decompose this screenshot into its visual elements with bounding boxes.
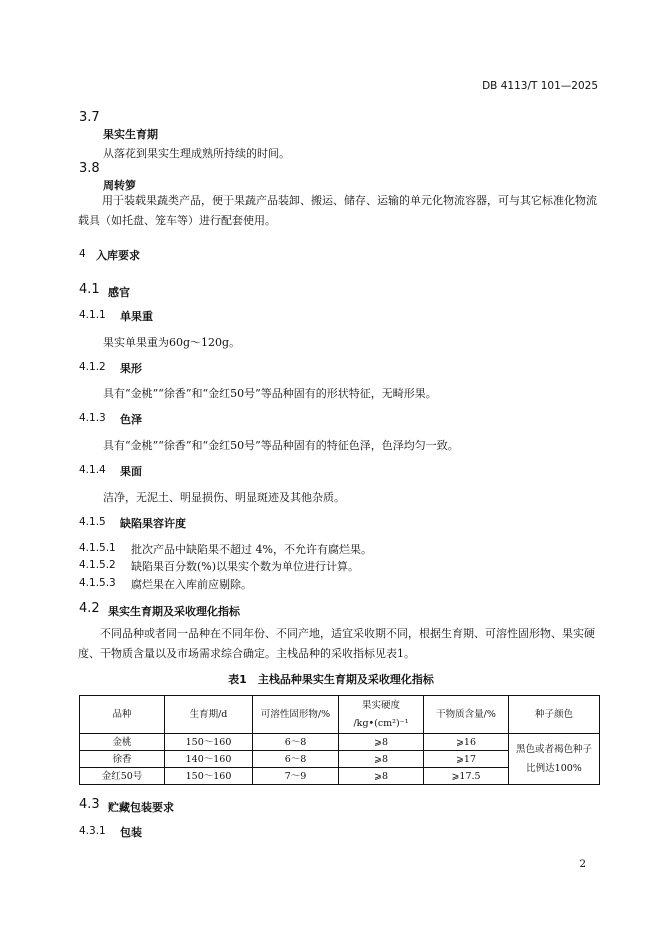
text-color: 具有“金桃”“徐香”和“金红50号”等品种固有的特征色泽，色泽均匀一致。: [103, 439, 459, 452]
table-caption: 表1 主栈品种果实生育期及采收理化指标: [228, 673, 434, 686]
definition-turnover-basket: 用于装载果蔬类产品，便于果蔬产品装卸、搬运、储存、运输的单元化物流容器，可与其它标准化物流载具（如托盘、笼车等）进行配套使用。: [78, 194, 597, 227]
cell-dry-matter: ⩾17: [424, 751, 509, 768]
item-number-4-1-5-2: 4.1.5.2: [79, 559, 116, 571]
cell-soluble-solids: 6～8: [253, 734, 339, 751]
section-number-4-1-1: 4.1.1: [79, 309, 106, 321]
header-fruit-hardness: [339, 696, 424, 734]
page-number: 2: [579, 858, 586, 870]
section-number-4-1-2: 4.1.2: [79, 361, 106, 373]
section-title-single-fruit-weight: 单果重: [120, 310, 153, 323]
item-number-4-1-5-3: 4.1.5.3: [79, 577, 116, 589]
cell-variety: 金红50号: [80, 768, 165, 785]
harvest-indicator-table: [79, 695, 600, 785]
table-row: [80, 734, 600, 751]
section-title-color: 色泽: [120, 413, 142, 426]
clause-number-3-8: 3.8: [79, 161, 100, 176]
item-text-4-1-5-1: 批次产品中缺陷果不超过 4%，不允许有腐烂果。: [131, 543, 372, 556]
text-fruit-surface: 洁净，无泥土、明显损伤、明显斑迹及其他杂质。: [103, 491, 345, 504]
cell-fruit-hardness: ⩾8: [339, 734, 424, 751]
cell-variety: 徐香: [80, 751, 165, 768]
header-seed-color: 种子颜色: [509, 696, 600, 734]
section-title-fruit-surface: 果面: [120, 465, 142, 478]
section-title-storage-requirements: 入库要求: [96, 249, 140, 262]
cell-soluble-solids: 7～9: [253, 768, 339, 785]
seed-color-line-2: 比例达100%: [526, 763, 582, 774]
section-number-4-1-5: 4.1.5: [79, 516, 106, 528]
cell-variety: 金桃: [80, 734, 165, 751]
item-number-4-1-5-1: 4.1.5.1: [79, 542, 116, 554]
section-number-4-3-1: 4.3.1: [79, 825, 106, 837]
section-number-4-1: 4.1: [79, 282, 100, 297]
text-harvest-indicators: 不同品种或者同一品种在不同年份、不同产地，适宜采收期不同，根据生育期、可溶性固形物、果实硬度、干物质含量以及市场需求综合确定。主栈品种的采收指标见表1。: [78, 627, 595, 660]
section-number-4-2: 4.2: [79, 601, 100, 616]
clause-number-3-7: 3.7: [79, 110, 100, 125]
item-text-4-1-5-3: 腐烂果在入库前应剔除。: [131, 578, 252, 591]
section-title-packaging: 包装: [120, 826, 142, 839]
item-text-4-1-5-2: 缺陷果百分数(%)以果实个数为单位进行计算。: [131, 560, 360, 573]
cell-seed-color: [509, 734, 600, 785]
section-title-fruit-shape: 果形: [120, 362, 142, 375]
header-soluble-solids: 可溶性固形物/%: [253, 696, 339, 734]
section-title-growth-and-harvest-indicators: 果实生育期及采收理化指标: [108, 605, 240, 618]
header-variety: 品种: [80, 696, 165, 734]
cell-dry-matter: ⩾17.5: [424, 768, 509, 785]
section-number-4-3: 4.3: [79, 797, 100, 812]
cell-soluble-solids: 6～8: [253, 751, 339, 768]
cell-growth-period: 140～160: [165, 751, 253, 768]
document-code: DB 4113/T 101—2025: [482, 80, 598, 92]
text-single-fruit-weight: 果实单果重为60g～120g。: [103, 336, 241, 349]
section-number-4: 4: [79, 248, 86, 260]
section-title-defect-tolerance: 缺陷果容许度: [120, 517, 186, 530]
cell-fruit-hardness: ⩾8: [339, 751, 424, 768]
section-number-4-1-4: 4.1.4: [79, 464, 106, 476]
header-growth-period: 生育期/d: [165, 696, 253, 734]
section-number-4-1-3: 4.1.3: [79, 412, 106, 424]
term-turnover-basket: 周转箩: [103, 179, 136, 192]
cell-dry-matter: ⩾16: [424, 734, 509, 751]
header-fruit-hardness-label: 果实硬度: [361, 700, 400, 711]
term-fruit-growth-period: 果实生育期: [103, 128, 158, 141]
header-fruit-hardness-unit: /kg•(cm²)⁻¹: [353, 718, 409, 729]
section-title-sensory: 感官: [108, 286, 130, 299]
cell-fruit-hardness: ⩾8: [339, 768, 424, 785]
cell-growth-period: 150～160: [165, 768, 253, 785]
section-title-storage-packaging: 贮藏包装要求: [108, 801, 174, 814]
header-dry-matter: 干物质含量/%: [424, 696, 509, 734]
seed-color-line-1: 黑色或者褐色种子: [515, 744, 592, 755]
text-fruit-shape: 具有“金桃”“徐香”和“金红50号”等品种固有的形状特征，无畸形果。: [103, 387, 437, 400]
table-header-row: [80, 696, 600, 734]
definition-fruit-growth-period: 从落花到果实生理成熟所持续的时间。: [103, 147, 290, 160]
cell-growth-period: 150～160: [165, 734, 253, 751]
